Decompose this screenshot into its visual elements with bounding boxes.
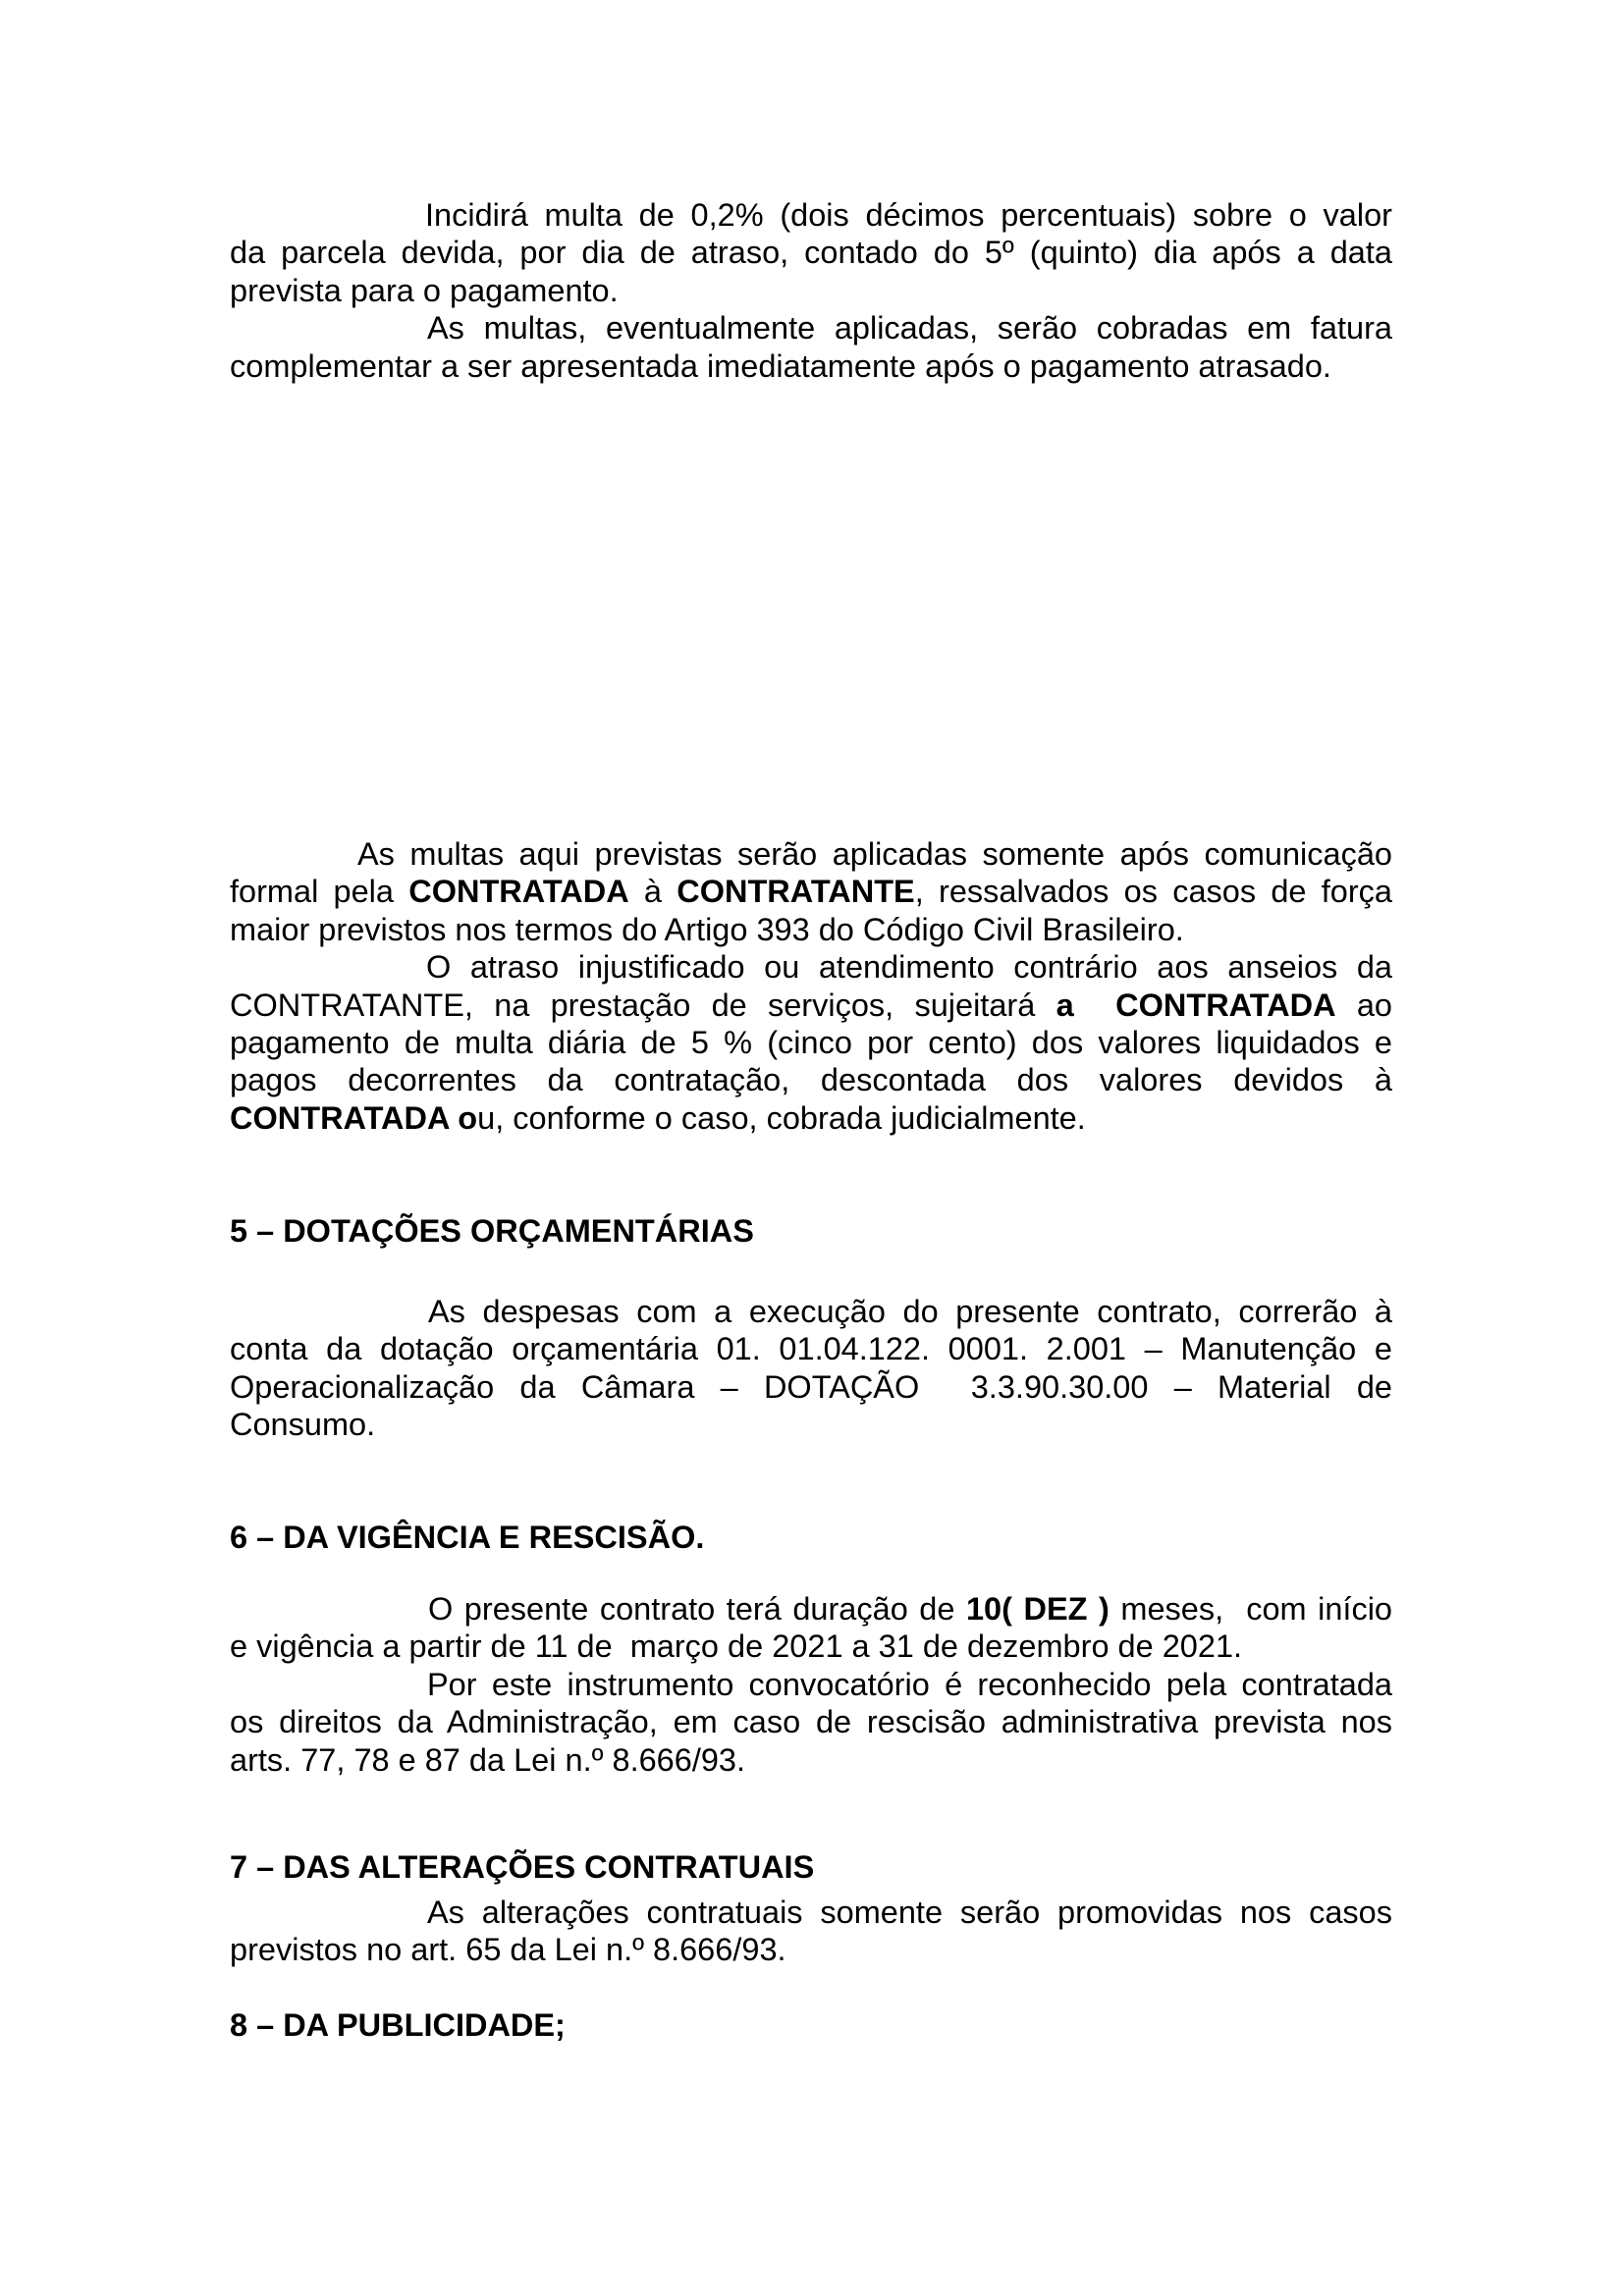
bold-text-run: CONTRATANTE (677, 874, 915, 910)
paragraph-line (230, 1061, 1392, 1098)
paragraph-line (230, 272, 1392, 309)
text-run: u, conforme o caso, cobrada judicialmente. (477, 1099, 1086, 1136)
paragraph-line (230, 911, 1392, 948)
paragraph-block-term (230, 1590, 1392, 1779)
paragraph-line (230, 234, 1392, 271)
bold-text-run: 8 – DA PUBLICIDADE; (230, 2007, 566, 2043)
bold-text-run: a CONTRATADA (1056, 987, 1336, 1023)
heading-section-6 (230, 1519, 1392, 1556)
text-run: Consumo. (230, 1407, 376, 1443)
paragraph-line (230, 196, 1392, 234)
paragraph-line (230, 1628, 1392, 1665)
section-heading (230, 2006, 1392, 2044)
paragraph-line (230, 948, 1392, 986)
paragraph-block-fines-communication (230, 835, 1392, 1137)
bold-text-run: 10( DEZ ) (965, 1591, 1110, 1627)
text-run: , ressalvados os casos de força (914, 874, 1392, 910)
paragraph-line (230, 1293, 1392, 1330)
text-run: As despesas com a execução do presente contrato, correrão à (428, 1294, 1392, 1329)
paragraph-line (230, 987, 1392, 1024)
bold-text-run: 6 – DA VIGÊNCIA E RESCISÃO. (230, 1520, 705, 1555)
paragraph-line (230, 1099, 1392, 1137)
text-run: meses, com início (1109, 1591, 1392, 1627)
paragraph-line (230, 1406, 1392, 1443)
text-run: arts. 77, 78 e 87 da Lei n.º 8.666/93. (230, 1741, 746, 1778)
paragraph-line (230, 1368, 1392, 1406)
bold-text-run: 7 – DAS ALTERAÇÕES CONTRATUAIS (230, 1849, 815, 1885)
text-run: os direitos da Administração, em caso de rescisão administrativa prevista nos (230, 1704, 1392, 1740)
heading-section-5 (230, 1212, 1392, 1250)
text-run: e vigência a partir de 11 de março de 2021 a 31 de dezembro de 2021. (230, 1629, 1243, 1665)
paragraph-block-fines-daily (230, 196, 1392, 385)
paragraph-line (230, 1330, 1392, 1367)
text-run: Operacionalização da Câmara – DOTAÇÃO 3.3.90.30.00 – Material de (230, 1368, 1392, 1405)
paragraph-line (230, 1931, 1392, 1968)
heading-section-7 (230, 1848, 1392, 1886)
paragraph-line (230, 1741, 1392, 1779)
paragraph-line (230, 873, 1392, 910)
text-run: As alterações contratuais somente serão promovidas nos casos (427, 1895, 1392, 1930)
bold-text-run: 5 – DOTAÇÕES ORÇAMENTÁRIAS (230, 1213, 754, 1249)
paragraph-block-amendments (230, 1894, 1392, 1969)
section-heading (230, 1212, 1392, 1250)
text-run: As multas, eventualmente aplicadas, serão cobradas em fatura (427, 310, 1392, 347)
text-run: ao (1335, 987, 1392, 1023)
text-run: previstos no art. 65 da Lei n.º 8.666/93. (230, 1932, 786, 1968)
paragraph-block-budget (230, 1293, 1392, 1444)
text-run: As multas aqui previstas serão aplicadas somente após comunicação (357, 836, 1392, 872)
paragraph-line (230, 1590, 1392, 1628)
heading-section-8 (230, 2006, 1392, 2044)
paragraph-line (230, 1703, 1392, 1740)
paragraph-line (230, 347, 1392, 385)
paragraph-line (230, 1666, 1392, 1703)
text-run: conta da dotação orçamentária 01. 01.04.122. 0001. 2.001 – Manutenção e (230, 1331, 1392, 1367)
paragraph-line (230, 309, 1392, 347)
text-run: O atraso injustificado ou atendimento contrário aos anseios da (426, 949, 1392, 986)
paragraph-line (230, 1894, 1392, 1931)
text-run: formal pela (230, 874, 409, 910)
text-run: O presente contrato terá duração de (428, 1591, 966, 1627)
bold-text-run: CONTRATADA (408, 874, 629, 910)
text-run: complementar a ser apresentada imediatamente após o pagamento atrasado. (230, 347, 1331, 384)
text-run: pagos decorrentes da contratação, descontada dos valores devidos à (230, 1062, 1392, 1098)
bold-text-run: CONTRATADA o (230, 1099, 478, 1136)
paragraph-line (230, 835, 1392, 873)
text-run: maior previstos nos termos do Artigo 393 do Código Civil Brasileiro. (230, 911, 1184, 947)
paragraph-line (230, 1024, 1392, 1061)
section-heading (230, 1848, 1392, 1886)
text-run: à (628, 874, 677, 910)
text-run: pagamento de multa diária de 5 % (cinco por cento) dos valores liquidados e (230, 1024, 1392, 1060)
text-run: prevista para o pagamento. (230, 272, 619, 308)
text-run: Por este instrumento convocatório é reconhecido pela contratada (427, 1666, 1392, 1702)
text-run: da parcela devida, por dia de atraso, contado do 5º (quinto) dia após a data (230, 235, 1392, 271)
section-heading (230, 1519, 1392, 1556)
text-run: CONTRATANTE, na prestação de serviços, sujeitará (230, 987, 1056, 1023)
text-run: Incidirá multa de 0,2% (dois décimos percentuais) sobre o valor (425, 197, 1392, 233)
